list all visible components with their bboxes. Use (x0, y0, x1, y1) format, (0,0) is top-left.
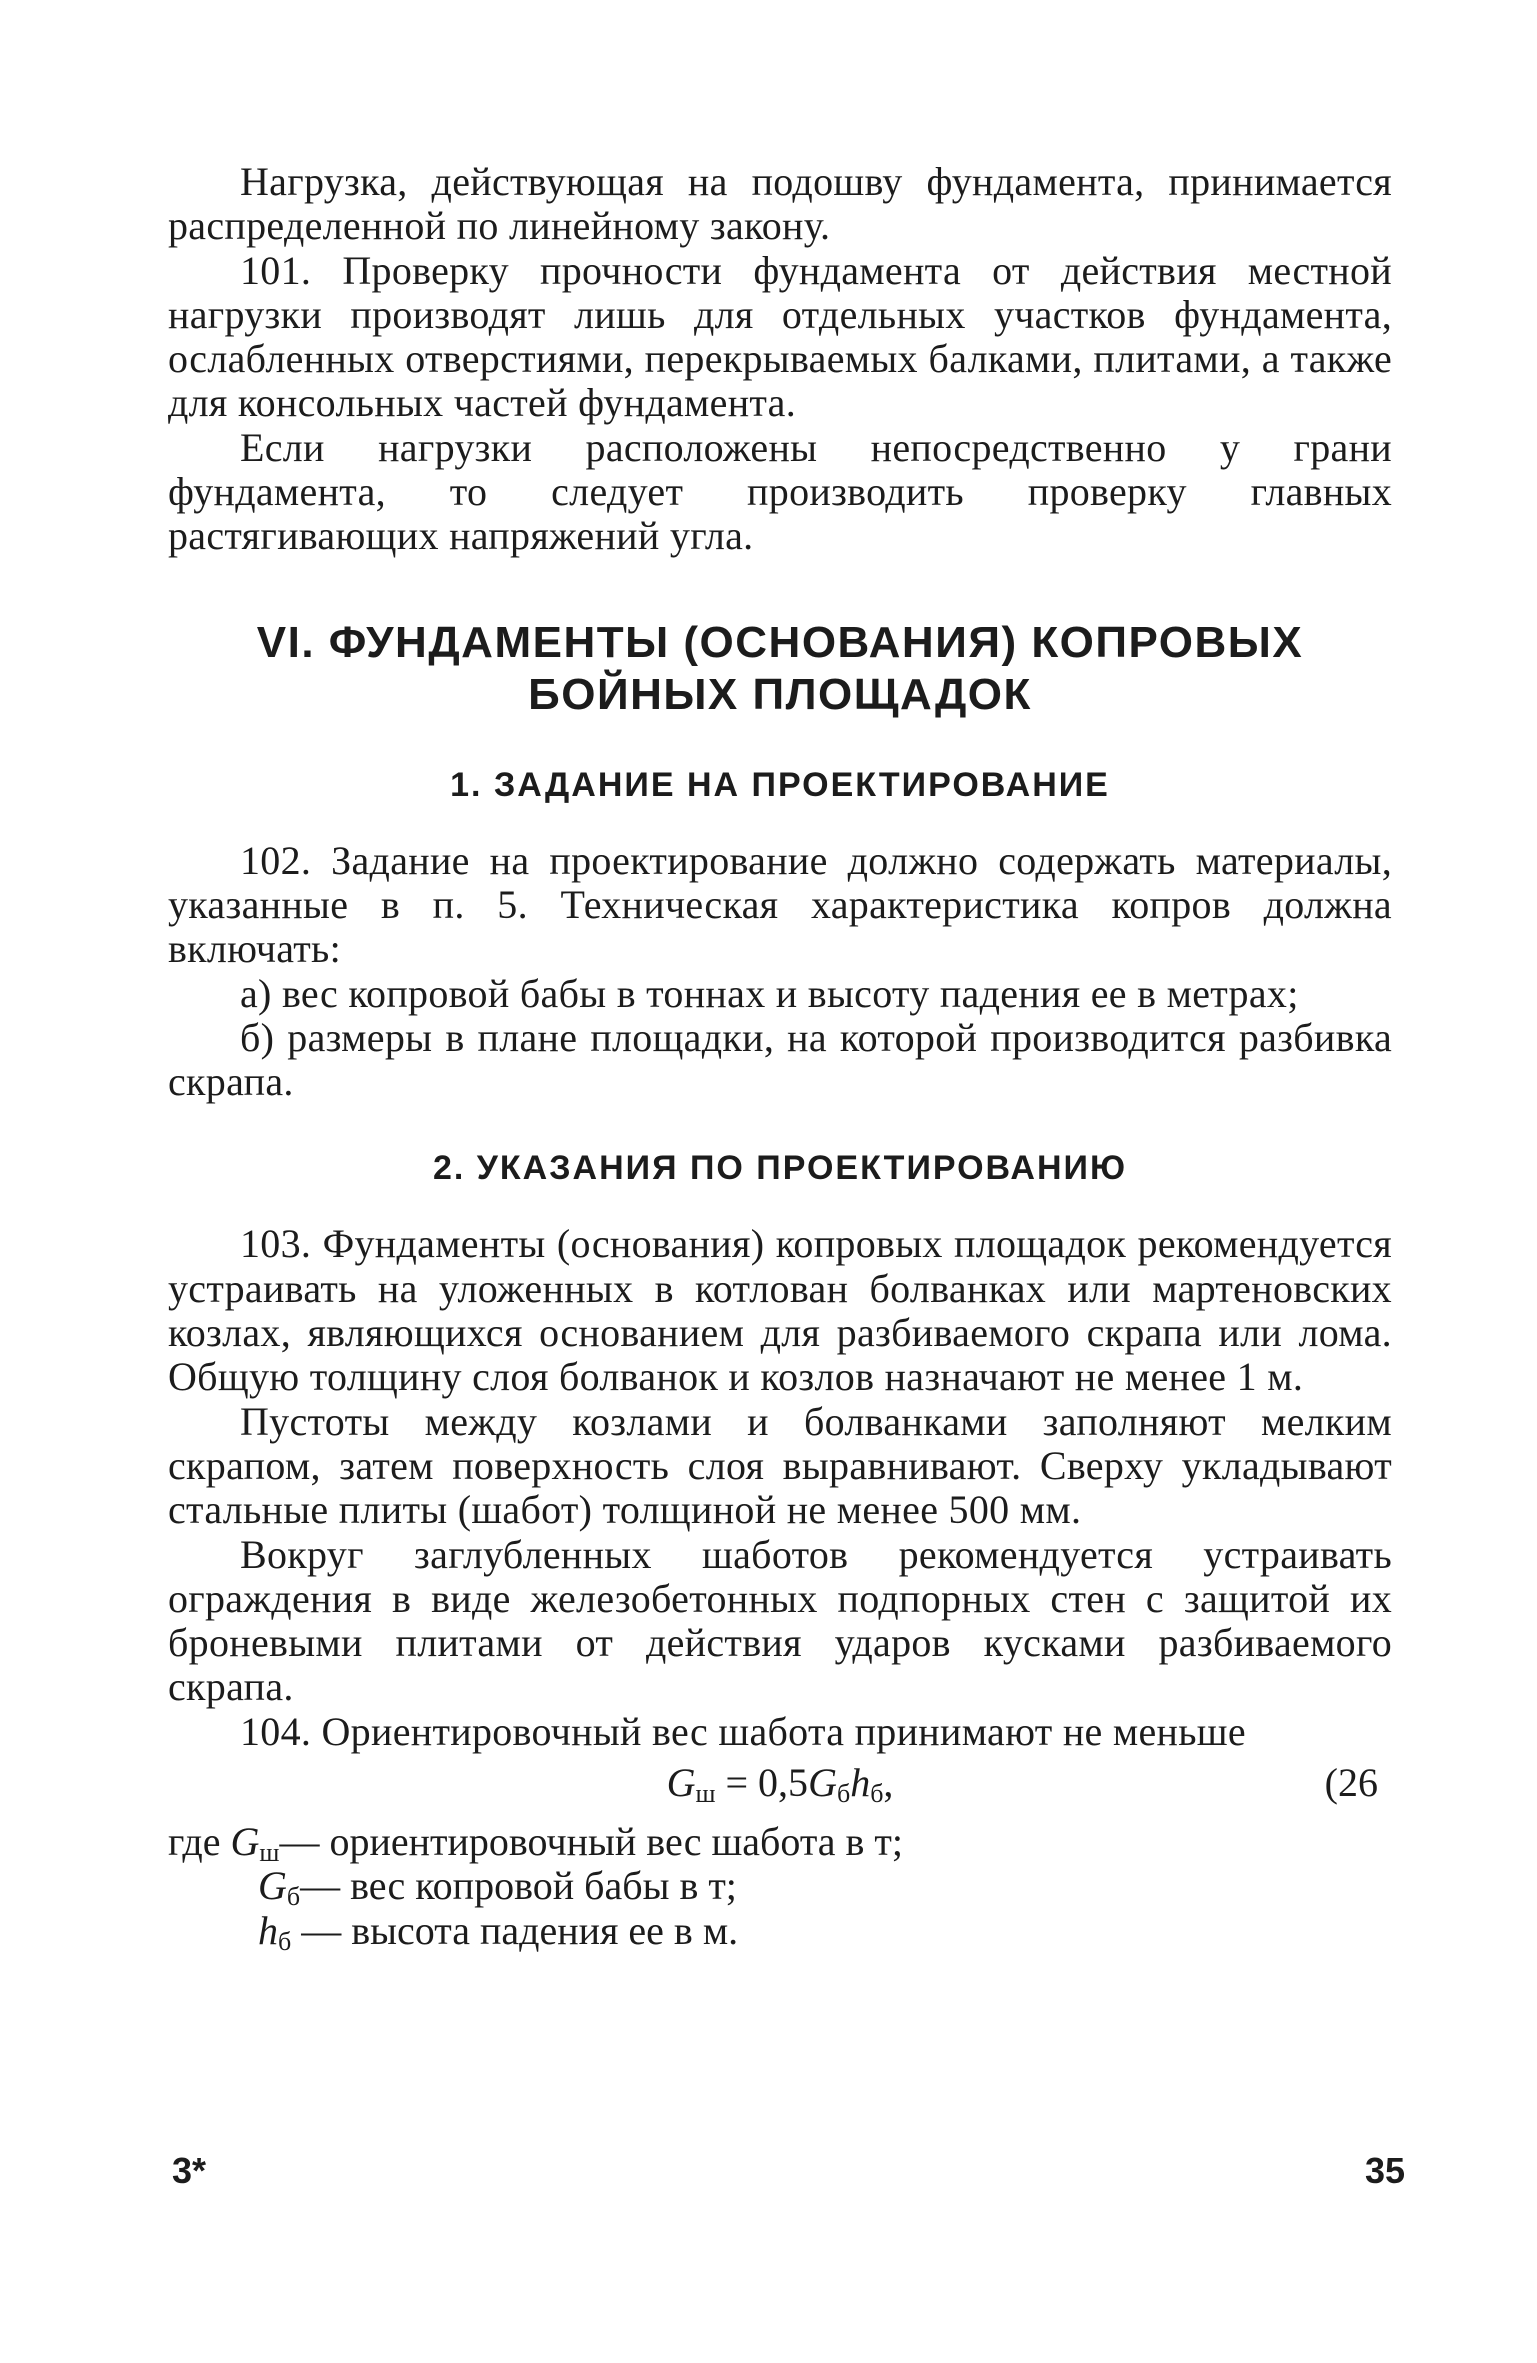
paragraph-104: 104. Ориентировочный вес шабота принимают не меньше (240, 1708, 1246, 1754)
paragraph-fencing: Вокруг заглубленных шаботов рекомендуется устраивать ограждения в виде железобетонных подпорных стен с защитой их броневыми плитами от действия ударов кусками разбиваемого скрапа. (168, 1531, 1392, 1710)
section-title (168, 617, 1392, 721)
page-number: 35 (1364, 2150, 1405, 2191)
paragraph-103: 103. Фундаменты (основания) копровых площадок рекомендуется устраивать на уложенных в котлован болванках или мартеновских козлах, являющихся основанием для разбиваемого скрапа или лома. Общую толщину слоя болванок и козлов назначают не менее 1 м. (168, 1221, 1392, 1400)
formula-legend (168, 1819, 1392, 1956)
legend-item-shabot-weight: где $G_ш—$ ориентировочный вес шабота в т; (168, 1819, 904, 1868)
list-item-a: а) вес копровой бабы в тоннах и высоту падения ее в метрах; (240, 970, 1299, 1016)
paragraph-load-distribution: Нагрузка, действующая на подошву фундамента, принимается распределенной по линейному закону. (168, 159, 1392, 249)
legend-item-drop-height: $h_б$ — высота падения ее в м. (258, 1907, 739, 1956)
section-title-line1: VI. ФУНДАМЕНТЫ (ОСНОВАНИЯ) КОПРОВЫХ (256, 617, 1304, 667)
formula-number: (26 (1324, 1760, 1378, 1806)
paragraph-edge-load: Если нагрузки расположены непосредственно у грани фундамента, то следует производить проверку главных растягивающих напряжений угла. (168, 424, 1392, 559)
paragraph-102: 102. Задание на проектирование должно содержать материалы, указанные в п. 5. Техническая характеристика копров должна включать: (168, 837, 1392, 972)
formula-26 (168, 1758, 1392, 1814)
signature-mark: 3* (172, 2150, 207, 2191)
subsection-title-guidelines: 2. УКАЗАНИЯ ПО ПРОЕКТИРОВАНИЮ (432, 1149, 1128, 1188)
section-title-line2: БОЙНЫХ ПЛОЩАДОК (528, 669, 1032, 719)
subsection-title-assignment: 1. ЗАДАНИЕ НА ПРОЕКТИРОВАНИЕ (450, 765, 1110, 804)
paragraph-101: 101. Проверку прочности фундамента от действия местной нагрузки производят лишь для отдельных участков фундамента, ослабленных отверстиями, перекрываемых балками, плитами, а также для консольных частей фундамента. (168, 247, 1392, 426)
formula-expression: $G_ш = 0,5G_бh_б$, (666, 1760, 894, 1809)
legend-item-ram-weight: $G_б—$ вес копровой бабы в т; (258, 1863, 737, 1912)
paragraph-voids: Пустоты между козлами и болванками заполняют мелким скрапом, затем поверхность слоя выравнивают. Сверху укладывают стальные плиты (шабот) толщиной не менее 500 мм. (168, 1398, 1392, 1533)
list-item-b: б) размеры в плане площадки, на которой производится разбивка скрапа. (168, 1014, 1392, 1105)
page-body (168, 159, 1392, 1956)
